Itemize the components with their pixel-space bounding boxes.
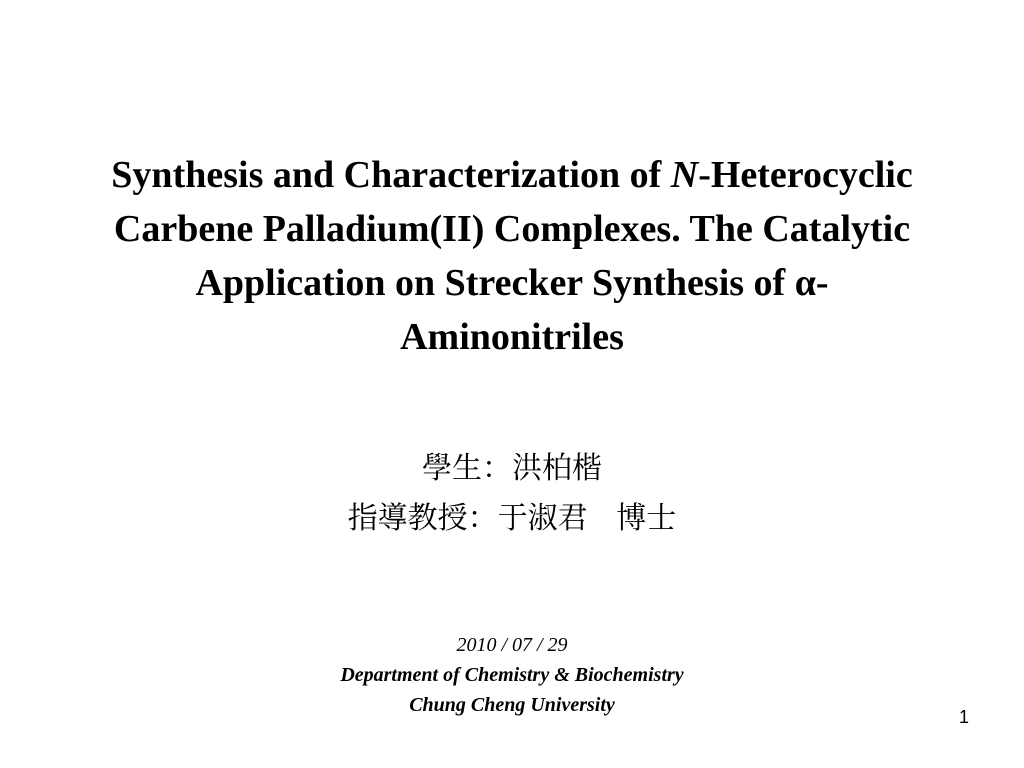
title-line-1 bbox=[111, 154, 912, 196]
title-line-4: Aminonitriles bbox=[400, 316, 624, 358]
page-number: 1 bbox=[958, 707, 969, 727]
slide-title bbox=[20, 148, 1004, 364]
slide-footer bbox=[0, 630, 1024, 720]
university-name: Chung Cheng University bbox=[409, 694, 615, 716]
student-line bbox=[0, 444, 1024, 494]
advisor-line bbox=[0, 494, 1024, 544]
advisor-name: 于淑君 bbox=[497, 501, 588, 536]
title-line-1-prefix: Synthesis and Characterization of bbox=[111, 154, 671, 196]
title-italic-n: N bbox=[670, 154, 699, 196]
title-line-2: Carbene Palladium(II) Complexes. The Catalytic bbox=[113, 208, 911, 250]
student-name: 洪柏楷 bbox=[512, 451, 602, 486]
title-line-3: Application on Strecker Synthesis of α- bbox=[195, 262, 829, 304]
advisor-gap bbox=[588, 494, 617, 544]
authors-block bbox=[0, 444, 1024, 544]
advisor-title: 博士 bbox=[616, 501, 677, 536]
advisor-label: 指導教授： bbox=[347, 501, 498, 536]
student-label: 學生： bbox=[422, 451, 512, 486]
title-line-1-suffix: -Heterocyclic bbox=[698, 154, 913, 196]
presentation-date: 2010 / 07 / 29 bbox=[456, 634, 568, 656]
department-name: Department of Chemistry & Biochemistry bbox=[340, 664, 684, 686]
